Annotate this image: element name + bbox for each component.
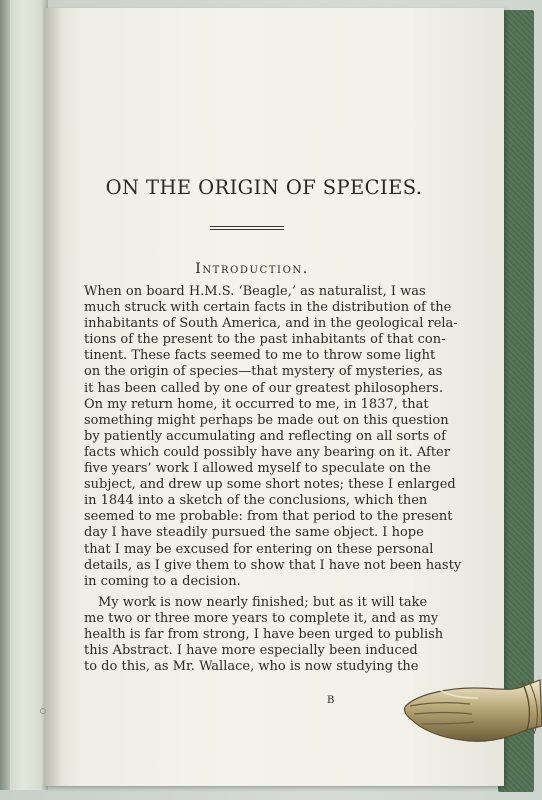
book-title: ON THE ORIGIN OF SPECIES. xyxy=(105,176,423,199)
hand-bookweight xyxy=(400,668,542,752)
text-line: in 1844 into a sketch of the conclusions, which then xyxy=(84,493,428,509)
text-line: seemed to me probable: from that period to the present xyxy=(84,509,453,525)
section-heading: Introduction. xyxy=(195,261,309,277)
book-spine-edge xyxy=(0,0,10,790)
title-rule-top xyxy=(210,226,284,227)
body-text xyxy=(84,284,462,675)
text-line: When on board H.M.S. ‘Beagle,’ as naturalist, I was xyxy=(84,284,426,299)
text-line: five years’ work I allowed myself to speculate on the xyxy=(84,461,431,477)
text-line: on the origin of species—that mystery of mysteries, as xyxy=(84,364,443,380)
text-line: in coming to a decision. xyxy=(84,573,241,589)
folio-signature: B xyxy=(327,695,335,706)
text-line: this Abstract. I have more especially been induced xyxy=(84,643,418,659)
text-line: that I may be excused for entering on these personal xyxy=(84,541,434,557)
page-mark xyxy=(40,708,46,714)
text-line: On my return home, it occurred to me, in 1837, that xyxy=(84,396,429,412)
text-line: tinent. These facts seemed to me to throw some light xyxy=(84,348,436,364)
text-line: My work is now nearly finished; but as it will take xyxy=(98,594,428,610)
text-line: inhabitants of South America, and in the geological rela- xyxy=(84,316,458,332)
text-line: facts which could possibly have any bearing on it. After xyxy=(84,444,450,460)
text-line: much struck with certain facts in the distribution of the xyxy=(84,300,452,316)
gutter-shadow xyxy=(44,8,62,786)
text-line: me two or three more years to complete it, and as my xyxy=(84,610,439,626)
text-line: day I have steadily pursued the same object. I hope xyxy=(84,525,424,541)
text-line: something might perhaps be made out on this question xyxy=(84,412,449,428)
text-line: health is far from strong, I have been urged to publish xyxy=(84,626,444,642)
text-line: it has been called by one of our greatest philosophers. xyxy=(84,380,443,396)
text-line: details, as I give them to show that I have not been hasty xyxy=(84,557,462,573)
text-line: to do this, as Mr. Wallace, who is now studying the xyxy=(84,659,419,675)
text-line: tions of the present to the past inhabitants of that con- xyxy=(84,332,446,348)
text-line: subject, and drew up some short notes; these I enlarged xyxy=(84,477,456,493)
title-rule-bottom xyxy=(210,229,284,230)
text-line: by patiently accumulating and reflecting on all sorts of xyxy=(84,428,446,444)
